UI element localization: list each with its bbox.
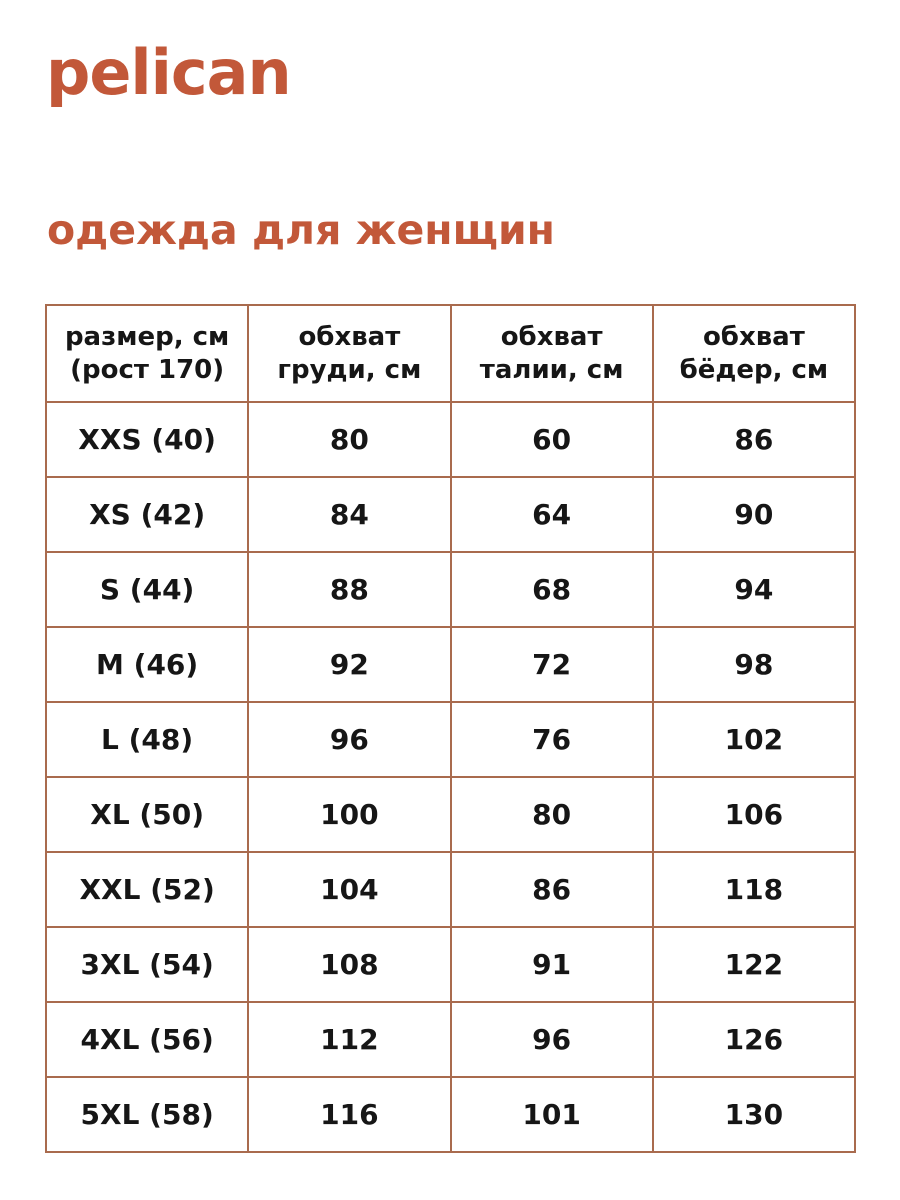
size-cell: S (44): [46, 552, 248, 627]
table-row: [46, 702, 855, 777]
chest-cell: 100: [248, 777, 450, 852]
table-row: [46, 402, 855, 477]
waist-cell: 91: [451, 927, 653, 1002]
waist-cell: 86: [451, 852, 653, 927]
size-cell: L (48): [46, 702, 248, 777]
size-cell: 4XL (56): [46, 1002, 248, 1077]
chest-cell: 116: [248, 1077, 450, 1152]
chest-cell: 96: [248, 702, 450, 777]
chest-cell: 80: [248, 402, 450, 477]
table-row: [46, 777, 855, 852]
waist-cell: 101: [451, 1077, 653, 1152]
header-size: [46, 305, 248, 402]
waist-cell: 60: [451, 402, 653, 477]
hips-cell: 122: [653, 927, 855, 1002]
brand-logo: pelican: [46, 36, 291, 109]
chest-cell: 112: [248, 1002, 450, 1077]
chest-cell: 88: [248, 552, 450, 627]
table-row: [46, 627, 855, 702]
waist-cell: 76: [451, 702, 653, 777]
waist-cell: 68: [451, 552, 653, 627]
hips-cell: 90: [653, 477, 855, 552]
header-size-line2: (рост 170): [70, 354, 225, 385]
header-chest: [248, 305, 450, 402]
table-row: [46, 1002, 855, 1077]
header-hips-line1: обхват: [702, 322, 805, 352]
size-table: [45, 304, 856, 1153]
table-row: [46, 552, 855, 627]
waist-cell: 64: [451, 477, 653, 552]
hips-cell: 106: [653, 777, 855, 852]
header-chest-line2: груди, см: [277, 354, 422, 385]
page-title: одежда для женщин: [47, 206, 555, 254]
size-cell: M (46): [46, 627, 248, 702]
size-cell: 3XL (54): [46, 927, 248, 1002]
waist-cell: 80: [451, 777, 653, 852]
size-cell: XS (42): [46, 477, 248, 552]
hips-cell: 126: [653, 1002, 855, 1077]
table-row: [46, 927, 855, 1002]
waist-cell: 72: [451, 627, 653, 702]
size-cell: XL (50): [46, 777, 248, 852]
header-waist-line1: обхват: [500, 322, 603, 352]
header-chest-line1: обхват: [298, 322, 401, 352]
table-row: [46, 477, 855, 552]
header-waist-line2: талии, см: [479, 354, 624, 385]
hips-cell: 130: [653, 1077, 855, 1152]
header-hips-line2: бёдер, см: [679, 354, 829, 385]
hips-cell: 118: [653, 852, 855, 927]
size-cell: XXS (40): [46, 402, 248, 477]
waist-cell: 96: [451, 1002, 653, 1077]
hips-cell: 102: [653, 702, 855, 777]
hips-cell: 94: [653, 552, 855, 627]
table-header-row: [46, 305, 855, 402]
chest-cell: 92: [248, 627, 450, 702]
hips-cell: 86: [653, 402, 855, 477]
chest-cell: 84: [248, 477, 450, 552]
size-cell: XXL (52): [46, 852, 248, 927]
header-size-line1: размер, см: [64, 322, 230, 352]
hips-cell: 98: [653, 627, 855, 702]
header-hips: [653, 305, 855, 402]
table-row: [46, 852, 855, 927]
header-waist: [451, 305, 653, 402]
chest-cell: 108: [248, 927, 450, 1002]
table-row: [46, 1077, 855, 1152]
chest-cell: 104: [248, 852, 450, 927]
size-cell: 5XL (58): [46, 1077, 248, 1152]
